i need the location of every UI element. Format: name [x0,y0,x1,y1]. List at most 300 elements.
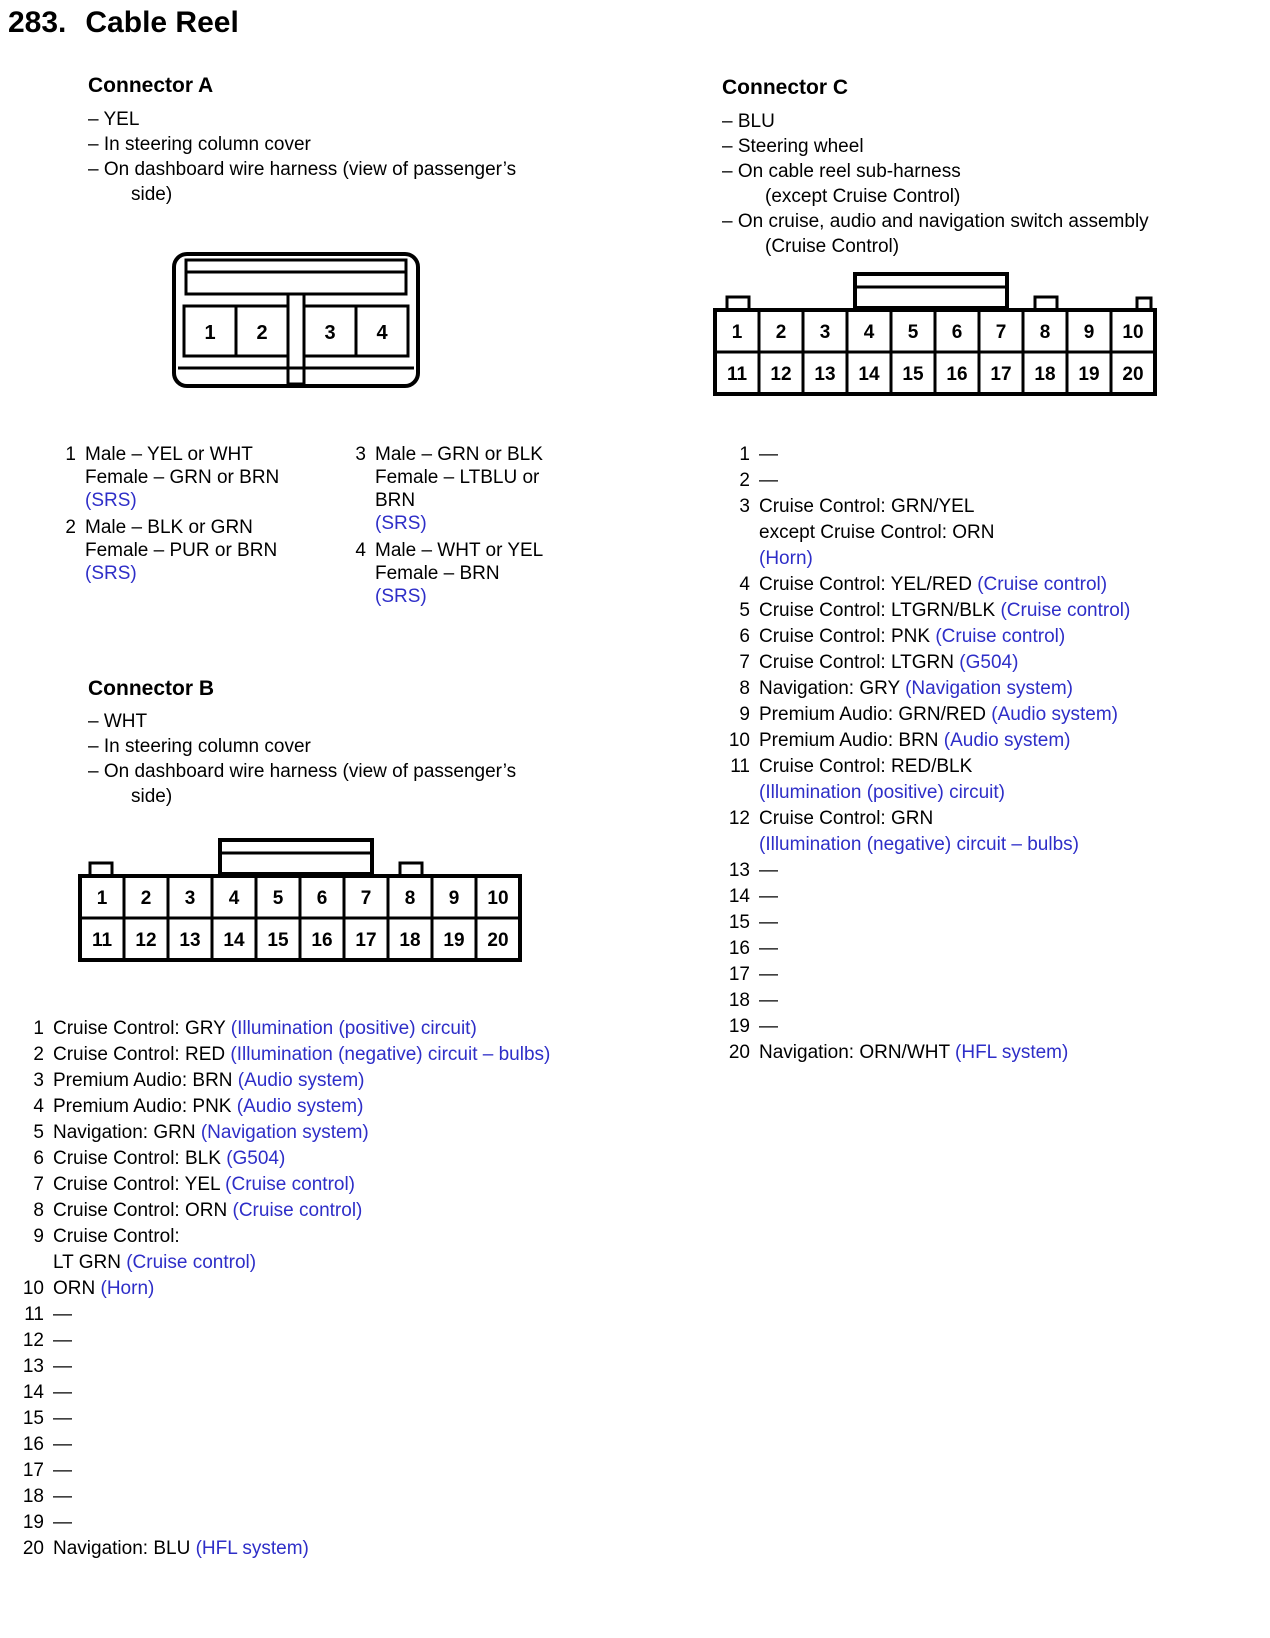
connector-cell-number: 7 [360,888,372,909]
pin-text: Navigation: GRY [759,678,906,699]
ref-link[interactable]: (Illumination (negative) circuit – bulbs) [230,1044,551,1065]
connector-cell-number: 1 [204,322,216,344]
pin-text: — [759,964,778,985]
pin-text: Cruise Control: [53,1226,180,1247]
pin-text: Male – BLK or GRN [85,517,253,538]
pin-row [18,1224,550,1276]
connector-b-heading: Connector B [88,677,214,700]
connector-cell-number: 2 [775,322,787,343]
ref-link[interactable]: (Navigation system) [200,1122,369,1143]
pin-text: Cruise Control: BLK [53,1148,227,1169]
connector-cell-number: 7 [995,322,1007,343]
pin-row [18,1536,550,1562]
ref-link[interactable]: (Navigation system) [905,678,1073,699]
pin-row [712,988,1130,1014]
pin-description [53,1042,550,1068]
pin-row [712,884,1130,910]
ref-link[interactable]: (HFL system) [195,1538,309,1559]
pin-text: Cruise Control: YEL/RED [759,574,978,595]
pin-text: — [759,938,778,959]
pin-description [759,884,778,910]
ref-link[interactable]: (Horn) [100,1278,155,1299]
pin-row [18,1172,550,1198]
connector-a-pin-list [56,443,543,612]
pin-number: 14 [22,1382,44,1403]
connector-cell-number: 10 [1122,322,1144,343]
pin-number: 4 [355,540,366,561]
pin-row [18,1510,550,1536]
pin-row [18,1328,550,1354]
pin-line [53,1354,72,1380]
connector-center-post [288,294,304,368]
connector-cell-number: 12 [135,930,157,951]
pin-number: 12 [728,808,750,829]
connector-cell-number: 6 [316,888,328,909]
connector-cell-number: 3 [819,322,831,343]
ref-link[interactable]: (Illumination (positive) circuit) [230,1018,477,1039]
connector-b-diagram [78,836,524,964]
pin-text: Navigation: BLU [53,1538,196,1559]
pin-list-column [346,443,543,612]
pin-row [712,468,1130,494]
pin-description [53,1536,309,1562]
pin-text: Cruise Control: LTGRN/BLK [759,600,1001,621]
pin-number: 6 [739,626,750,647]
connector-cell-number: 4 [376,322,388,344]
pin-text: Cruise Control: GRN [759,808,934,829]
pin-row [712,754,1130,806]
connector-cell-number: 9 [448,888,460,909]
connector-cell-number: 17 [990,364,1012,385]
connector-cell-number: 3 [324,322,336,344]
pin-text: Cruise Control: ORN [53,1200,233,1221]
pin-text: — [759,860,778,881]
pin-line [53,1406,72,1432]
connector-cell-number: 11 [91,930,113,951]
pin-number: 3 [739,496,750,517]
pin-description [759,806,1079,858]
pin-description [759,858,778,884]
pin-number: 13 [22,1356,44,1377]
pin-text: — [53,1408,72,1429]
pin-description [53,1354,72,1380]
pin-text: — [759,470,778,491]
connector-cell-number: 19 [1078,364,1100,385]
pin-description [759,936,778,962]
connector-bottom-notch [288,368,304,384]
connector-b-pin-list [18,1016,550,1562]
pin-line [759,468,778,494]
pin-line [53,1172,355,1198]
pin-description [53,1016,477,1042]
connector-c-diagram [713,270,1159,398]
connector-top-tab [855,274,1007,308]
pin-text: Cruise Control: YEL [53,1174,226,1195]
pin-description [53,1432,72,1458]
pin-number: 13 [728,860,750,881]
pin-row [18,1406,550,1432]
pin-line [375,585,543,608]
pin-row [712,650,1130,676]
connector-cell-number: 18 [399,930,421,951]
connector-latch [186,260,406,294]
bullet-line: – In steering column cover [88,134,311,155]
connector-c-heading: Connector C [722,76,848,99]
pin-description [53,1510,72,1536]
connector-cell-number: 6 [951,322,963,343]
pin-text: Navigation: GRN [53,1122,201,1143]
pin-text: — [53,1382,72,1403]
pin-number: 4 [739,574,750,595]
pin-line [53,1146,285,1172]
pin-number: 5 [739,600,750,621]
pin-description [53,1198,362,1224]
pin-text: — [759,912,778,933]
pin-row [712,442,1130,468]
pin-number: 15 [22,1408,44,1429]
pin-text: Navigation: ORN/WHT [759,1042,956,1063]
pin-row [18,1016,550,1042]
pin-description [759,988,778,1014]
connector-cell-number: 14 [858,364,880,385]
pin-number: 20 [728,1042,750,1063]
connector-cell-number: 1 [731,322,743,343]
pin-line [759,806,1079,832]
pin-description [759,1014,778,1040]
ref-link[interactable]: (Audio system) [991,704,1118,725]
pin-line [53,1068,365,1094]
pin-text: Female – PUR or BRN [85,540,278,561]
connector-cell-number: 16 [311,930,333,951]
connector-cell-number: 20 [487,930,509,951]
pin-row [712,936,1130,962]
ref-link[interactable]: (Illumination (positive) circuit) [759,782,1006,803]
ref-link[interactable]: (Cruise control) [977,574,1108,595]
pin-number: 1 [33,1018,44,1039]
pin-row [712,702,1130,728]
pin-line [759,988,778,1014]
pin-description [53,1224,256,1276]
pin-description [759,442,778,468]
pin-text: — [759,886,778,907]
pin-description [759,650,1018,676]
pin-number: 17 [728,964,750,985]
pin-description [759,1040,1068,1066]
pin-text: Male – YEL or WHT [85,444,253,465]
pin-row [18,1302,550,1328]
pin-line [759,572,1107,598]
bullet-line: (except Cruise Control) [765,186,961,207]
pin-number: 10 [22,1278,44,1299]
connector-cell-number: 13 [814,364,836,385]
bullet-line: side) [131,184,173,205]
pin-line [759,520,994,546]
bullet-line: – YEL [88,109,140,130]
bullet-line: – BLU [722,111,775,132]
pin-number: 18 [728,990,750,1011]
pin-line [53,1120,369,1146]
bullet-line: – On dashboard wire harness (view of passenger’s [88,159,517,180]
pin-line [759,650,1018,676]
pin-line [759,936,778,962]
connector-cell-number: 5 [907,322,919,343]
pin-row [712,624,1130,650]
connector-b-notes [88,709,516,809]
pin-row [18,1146,550,1172]
pin-number: 17 [22,1460,44,1481]
pin-line [53,1380,72,1406]
pin-row [712,494,1130,572]
ref-link[interactable]: (HFL system) [955,1042,1069,1063]
ref-link[interactable]: (Cruise control) [1000,600,1131,621]
pin-text: Premium Audio: BRN [759,730,944,751]
pin-text: — [53,1512,72,1533]
connector-cell-number: 17 [355,930,377,951]
pin-description [759,494,994,572]
pin-number: 11 [730,756,750,777]
pin-line [375,512,543,535]
pin-number: 18 [22,1486,44,1507]
ref-link[interactable]: (Audio system) [237,1070,365,1091]
ref-link[interactable]: (SRS) [375,513,427,534]
connector-cell-number: 16 [946,364,968,385]
ref-link[interactable]: (SRS) [375,586,427,607]
pin-line [759,624,1065,650]
pin-line [53,1302,72,1328]
pin-description [53,1302,72,1328]
pin-description [759,468,778,494]
pin-row [18,1068,550,1094]
ref-link[interactable]: (Audio system) [943,730,1071,751]
connector-cell-number: 13 [179,930,201,951]
pin-row [18,1380,550,1406]
pin-description [53,1120,369,1146]
connector-c-notes [722,109,1149,259]
pin-line [375,466,543,489]
pin-line [759,754,1005,780]
pin-text: Cruise Control: RED/BLK [759,756,973,777]
pin-text: Cruise Control: GRN/YEL [759,496,975,517]
pin-line [759,702,1118,728]
pin-description [53,1406,72,1432]
pin-line [85,562,277,585]
connector-cell-number: 11 [726,364,748,385]
connector-cell-number: 20 [1122,364,1144,385]
pin-text: Cruise Control: GRY [53,1018,231,1039]
pin-description [759,962,778,988]
pin-text: Female – GRN or BRN [85,467,280,488]
pin-number: 19 [22,1512,44,1533]
pin-number: 20 [22,1538,44,1559]
connector-cell-number: 8 [1039,322,1051,343]
pin-line [759,910,778,936]
pin-line [375,539,543,562]
bullet-line: – Steering wheel [722,136,864,157]
pin-number: 2 [33,1044,44,1065]
pin-row [712,858,1130,884]
pin-description [53,1094,363,1120]
connector-top-tab [220,840,372,874]
pin-number: 16 [22,1434,44,1455]
pin-line [759,728,1071,754]
pin-line [759,1040,1068,1066]
pin-number: 10 [728,730,750,751]
pin-number: 15 [728,912,750,933]
ref-link[interactable]: (SRS) [85,490,137,511]
pin-number: 8 [33,1200,44,1221]
pin-text: Female – BRN [375,563,500,584]
pin-line [85,489,279,512]
connector-cell-number: 5 [272,888,284,909]
pin-number: 2 [65,517,76,538]
pin-line [85,539,277,562]
pin-description [53,1380,72,1406]
connector-cell-number: 3 [184,888,196,909]
pin-row [18,1094,550,1120]
section-number: 283. [8,6,67,39]
pin-line [53,1458,72,1484]
ref-link[interactable]: (Cruise control) [225,1174,356,1195]
pin-text: — [759,444,778,465]
pin-row [18,1432,550,1458]
pin-text: Cruise Control: PNK [759,626,936,647]
pin-text: except Cruise Control: ORN [759,522,995,543]
pin-number: 7 [33,1174,44,1195]
pin-description [759,624,1065,650]
connector-cell-number: 14 [223,930,245,951]
connector-cell-number: 4 [228,888,240,909]
bullet-line: (Cruise Control) [765,236,900,257]
pin-text: — [53,1304,72,1325]
pin-line [53,1016,477,1042]
bullet-line: side) [131,786,173,807]
pin-line [53,1094,363,1120]
pin-line [759,546,994,572]
pin-text: LT GRN [53,1252,127,1273]
pin-line [759,858,778,884]
pin-text: — [53,1486,72,1507]
ref-link[interactable]: (Cruise control) [232,1200,363,1221]
pin-text: Female – LTBLU or [375,467,540,488]
pin-text: Premium Audio: PNK [53,1096,237,1117]
pin-line [53,1198,362,1224]
pin-text: — [53,1330,72,1351]
bullet-line: – On cruise, audio and navigation switch assembly [722,211,1149,232]
connector-cell-number: 2 [256,322,268,344]
pin-line [53,1276,154,1302]
pin-number: 9 [739,704,750,725]
ref-link[interactable]: (G504) [959,652,1019,673]
pin-row [712,806,1130,858]
pin-line [759,884,778,910]
pin-line [53,1484,72,1510]
pin-description [759,702,1118,728]
pin-row [712,728,1130,754]
pin-number: 11 [24,1304,44,1325]
ref-link[interactable]: (Cruise control) [126,1252,257,1273]
pin-line [53,1224,256,1250]
pin-row [18,1354,550,1380]
pin-row [712,910,1130,936]
pin-description [53,1146,285,1172]
pin-line [53,1042,550,1068]
pin-line [759,832,1079,858]
pin-text: BRN [375,490,416,511]
pin-text: Male – GRN or BLK [375,444,543,465]
pin-row [712,572,1130,598]
pin-line [759,962,778,988]
connector-cell-number: 15 [267,930,289,951]
pin-row [712,1040,1130,1066]
pin-number: 7 [739,652,750,673]
pin-text: Cruise Control: LTGRN [759,652,960,673]
connector-cell-number: 2 [140,888,152,909]
pin-description [85,516,277,585]
connector-a-notes [88,107,516,207]
pin-line [759,598,1130,624]
connector-cell-number: 4 [863,322,875,343]
pin-text: Premium Audio: GRN/RED [759,704,992,725]
pin-line [759,442,778,468]
page-title [8,6,239,40]
pin-number: 8 [739,678,750,699]
pin-line [759,1014,778,1040]
bullet-line: – WHT [88,711,148,732]
pin-line [53,1328,72,1354]
pin-list-column [56,443,346,612]
connector-cell-number: 15 [902,364,924,385]
pin-line [53,1432,72,1458]
pin-row [18,1042,550,1068]
pin-description [759,598,1130,624]
pin-text: Cruise Control: RED [53,1044,231,1065]
connector-c-pin-list [712,442,1130,1066]
pin-row [712,962,1130,988]
connector-cell-number: 18 [1034,364,1056,385]
pin-row [18,1484,550,1510]
pin-description [375,443,543,535]
bullet-line: – In steering column cover [88,736,311,757]
ref-link[interactable]: (Illumination (negative) circuit – bulbs) [759,834,1079,855]
ref-link[interactable]: (SRS) [85,563,137,584]
pin-text: — [53,1434,72,1455]
ref-link[interactable]: (G504) [226,1148,286,1169]
connector-a-diagram [170,248,422,392]
ref-link[interactable]: (Cruise control) [935,626,1066,647]
pin-description [53,1328,72,1354]
pin-row [712,676,1130,702]
ref-link[interactable]: (Audio system) [236,1096,364,1117]
pin-row [18,1276,550,1302]
pin-row [56,516,346,585]
pin-line [85,516,277,539]
ref-link[interactable]: (Horn) [759,548,813,569]
pin-description [759,754,1005,806]
pin-number: 6 [33,1148,44,1169]
pin-number: 1 [739,444,750,465]
pin-row [346,443,543,535]
pin-number: 1 [65,444,76,465]
pin-row [18,1120,550,1146]
pin-row [712,1014,1130,1040]
pin-description [53,1068,365,1094]
bullet-line: – On cable reel sub-harness [722,161,961,182]
pin-line [53,1250,256,1276]
pin-line [759,676,1073,702]
bullet-line: – On dashboard wire harness (view of passenger’s [88,761,517,782]
pin-description [53,1458,72,1484]
connector-a-heading: Connector A [88,74,214,97]
